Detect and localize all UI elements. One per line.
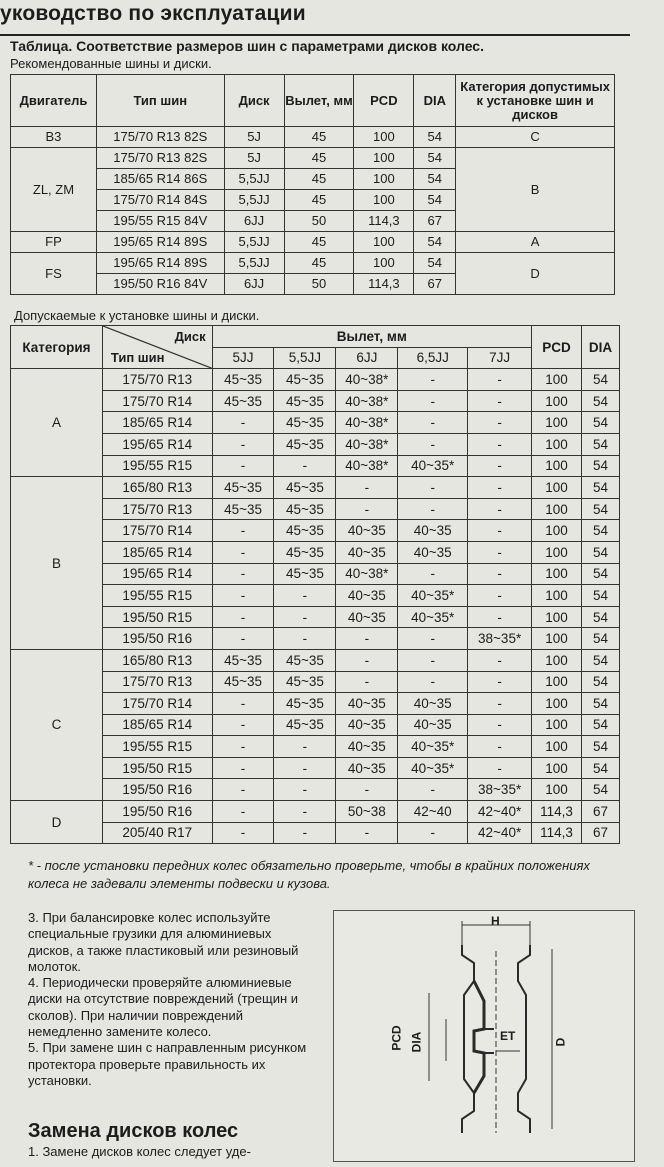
offset-value-cell: - bbox=[212, 693, 274, 715]
offset-value-cell: - bbox=[468, 455, 532, 477]
offset-value-cell: 40~35 bbox=[336, 606, 398, 628]
offset-value-cell: - bbox=[336, 822, 398, 844]
header-disk-size: 6JJ bbox=[336, 347, 398, 369]
header-pcd: PCD bbox=[532, 326, 582, 369]
pcd-cell: 100 bbox=[532, 628, 582, 650]
offset-value-cell: - bbox=[336, 779, 398, 801]
table-row bbox=[11, 757, 620, 779]
table-row bbox=[11, 779, 620, 801]
disk-cell: 5,5JJ bbox=[224, 169, 284, 190]
offset-value-cell: - bbox=[468, 563, 532, 585]
offset-value-cell: 40~35 bbox=[398, 693, 468, 715]
pcd-cell: 100 bbox=[532, 736, 582, 758]
table2-subtitle: Допускаемые к установке шины и диски. bbox=[14, 308, 260, 323]
offset-value-cell: - bbox=[212, 606, 274, 628]
table1-subtitle: Рекомендованные шины и диски. bbox=[10, 56, 212, 71]
table-row bbox=[11, 649, 620, 671]
tire-cell: 175/70 R14 bbox=[102, 520, 212, 542]
header-disk-size: 5,5JJ bbox=[274, 347, 336, 369]
offset-value-cell: 40~35 bbox=[398, 520, 468, 542]
offset-cell: 45 bbox=[284, 127, 354, 148]
pcd-cell: 100 bbox=[532, 390, 582, 412]
section-paragraph: 1. Замене дисков колес следует уде- bbox=[28, 1144, 251, 1159]
disk-cell: 5J bbox=[224, 148, 284, 169]
offset-value-cell: 45~35 bbox=[212, 671, 274, 693]
table-row bbox=[11, 585, 620, 607]
dia-cell: 54 bbox=[582, 606, 620, 628]
category-cell: A bbox=[11, 369, 103, 477]
tire-cell: 195/65 R14 89S bbox=[96, 253, 224, 274]
tire-cell: 165/80 R13 bbox=[102, 477, 212, 499]
offset-value-cell: - bbox=[212, 455, 274, 477]
note-item: 3. При балансировке колес используйте специальные грузики для алюминиевых дисков, а также пластиковый или резиновый молоток. bbox=[28, 910, 299, 974]
offset-value-cell: - bbox=[468, 541, 532, 563]
offset-value-cell: - bbox=[398, 649, 468, 671]
category-cell: D bbox=[456, 253, 615, 295]
engine-cell: FP bbox=[11, 232, 97, 253]
offset-value-cell: 45~35 bbox=[274, 390, 336, 412]
disk-cell: 5,5JJ bbox=[224, 190, 284, 211]
label-dia: DIA bbox=[409, 1031, 424, 1053]
note-item: 5. При замене шин с направленным рисунком протектора проверьте правильность их установки. bbox=[28, 1040, 307, 1088]
table-row bbox=[11, 148, 615, 169]
pcd-cell: 100 bbox=[354, 253, 414, 274]
pcd-cell: 100 bbox=[532, 455, 582, 477]
header-disk: Диск bbox=[174, 329, 206, 344]
pcd-cell: 100 bbox=[532, 757, 582, 779]
offset-value-cell: - bbox=[468, 412, 532, 434]
dia-cell: 54 bbox=[582, 520, 620, 542]
tire-cell: 175/70 R14 84S bbox=[96, 190, 224, 211]
offset-cell: 50 bbox=[284, 274, 354, 295]
offset-value-cell: - bbox=[212, 822, 274, 844]
tire-cell: 175/70 R14 bbox=[102, 390, 212, 412]
tire-cell: 195/55 R15 bbox=[102, 455, 212, 477]
pcd-cell: 100 bbox=[532, 671, 582, 693]
offset-value-cell: 40~38* bbox=[336, 369, 398, 391]
tire-cell: 195/55 R15 bbox=[102, 585, 212, 607]
offset-value-cell: - bbox=[336, 477, 398, 499]
tire-cell: 205/40 R17 bbox=[102, 822, 212, 844]
offset-value-cell: 40~35* bbox=[398, 736, 468, 758]
disk-cell: 5J bbox=[224, 127, 284, 148]
pcd-cell: 100 bbox=[532, 412, 582, 434]
header-tire: Тип шин bbox=[96, 75, 224, 127]
dia-cell: 54 bbox=[582, 369, 620, 391]
offset-value-cell: - bbox=[468, 736, 532, 758]
offset-value-cell: - bbox=[398, 433, 468, 455]
pcd-cell: 100 bbox=[532, 369, 582, 391]
offset-value-cell: 45~35 bbox=[274, 714, 336, 736]
dia-cell: 54 bbox=[582, 736, 620, 758]
disk-cell: 6JJ bbox=[224, 211, 284, 232]
offset-value-cell: - bbox=[212, 757, 274, 779]
table-row bbox=[11, 232, 615, 253]
offset-value-cell: 40~38* bbox=[336, 412, 398, 434]
header-category: Категория допустимых к установке шин и дисков bbox=[456, 75, 615, 127]
offset-value-cell: 45~35 bbox=[274, 477, 336, 499]
offset-value-cell: 40~38* bbox=[336, 455, 398, 477]
offset-value-cell: 45~35 bbox=[274, 498, 336, 520]
offset-value-cell: 45~35 bbox=[274, 693, 336, 715]
offset-value-cell: 45~35 bbox=[274, 520, 336, 542]
offset-value-cell: - bbox=[468, 520, 532, 542]
offset-value-cell: 40~35 bbox=[336, 714, 398, 736]
offset-value-cell: 40~35* bbox=[398, 606, 468, 628]
offset-value-cell: 45~35 bbox=[274, 649, 336, 671]
offset-value-cell: - bbox=[212, 433, 274, 455]
offset-value-cell: - bbox=[274, 822, 336, 844]
table-row bbox=[11, 477, 620, 499]
dia-cell: 54 bbox=[582, 693, 620, 715]
header-category: Категория bbox=[11, 326, 103, 369]
offset-value-cell: - bbox=[468, 477, 532, 499]
category-cell: B bbox=[11, 477, 103, 650]
header-disk-size: 7JJ bbox=[468, 347, 532, 369]
offset-cell: 45 bbox=[284, 169, 354, 190]
table-row bbox=[11, 693, 620, 715]
dia-cell: 54 bbox=[582, 390, 620, 412]
offset-value-cell: - bbox=[212, 736, 274, 758]
rim-cross-section-drawing bbox=[334, 911, 634, 1161]
table-row bbox=[11, 455, 620, 477]
disk-cell: 5,5JJ bbox=[224, 253, 284, 274]
header-offset: Вылет, мм bbox=[284, 75, 354, 127]
offset-value-cell: 42~40* bbox=[468, 801, 532, 823]
table-row bbox=[11, 563, 620, 585]
header-pcd: PCD bbox=[354, 75, 414, 127]
offset-value-cell: - bbox=[468, 606, 532, 628]
offset-value-cell: 45~35 bbox=[212, 498, 274, 520]
engine-cell: B3 bbox=[11, 127, 97, 148]
section-title: Замена дисков колес bbox=[28, 1120, 239, 1142]
tire-cell: 195/50 R16 bbox=[102, 779, 212, 801]
offset-value-cell: 45~35 bbox=[274, 369, 336, 391]
pcd-cell: 100 bbox=[354, 127, 414, 148]
pcd-cell: 100 bbox=[532, 693, 582, 715]
offset-value-cell: - bbox=[468, 671, 532, 693]
offset-value-cell: 40~35 bbox=[398, 541, 468, 563]
offset-value-cell: - bbox=[212, 520, 274, 542]
table-row bbox=[11, 628, 620, 650]
offset-cell: 50 bbox=[284, 211, 354, 232]
pcd-cell: 100 bbox=[532, 649, 582, 671]
dia-cell: 54 bbox=[414, 232, 456, 253]
offset-value-cell: - bbox=[468, 585, 532, 607]
wheel-rim-diagram bbox=[333, 910, 635, 1162]
table-row bbox=[11, 541, 620, 563]
table-row bbox=[11, 433, 620, 455]
pcd-cell: 100 bbox=[532, 563, 582, 585]
offset-value-cell: - bbox=[398, 563, 468, 585]
label-pcd: PCD bbox=[389, 1025, 404, 1051]
tire-cell: 195/50 R16 84V bbox=[96, 274, 224, 295]
tire-cell: 175/70 R14 bbox=[102, 693, 212, 715]
table-row bbox=[11, 390, 620, 412]
offset-cell: 45 bbox=[284, 148, 354, 169]
offset-value-cell: - bbox=[398, 369, 468, 391]
dia-cell: 54 bbox=[582, 541, 620, 563]
offset-value-cell: 45~35 bbox=[274, 412, 336, 434]
pcd-cell: 100 bbox=[354, 190, 414, 211]
offset-value-cell: 40~35 bbox=[336, 757, 398, 779]
offset-value-cell: 45~35 bbox=[274, 541, 336, 563]
tire-cell: 175/70 R13 bbox=[102, 498, 212, 520]
offset-value-cell: - bbox=[274, 455, 336, 477]
header-disk-size: 5JJ bbox=[212, 347, 274, 369]
dia-cell: 54 bbox=[582, 412, 620, 434]
tire-cell: 195/65 R14 bbox=[102, 563, 212, 585]
offset-value-cell: - bbox=[212, 585, 274, 607]
offset-value-cell: 45~35 bbox=[274, 433, 336, 455]
offset-value-cell: 40~35 bbox=[336, 693, 398, 715]
tire-cell: 195/65 R14 89S bbox=[96, 232, 224, 253]
dia-cell: 67 bbox=[414, 274, 456, 295]
tire-cell: 165/80 R13 bbox=[102, 649, 212, 671]
offset-value-cell: 40~35 bbox=[336, 736, 398, 758]
table2-header-row bbox=[11, 326, 620, 348]
engine-cell: ZL, ZM bbox=[11, 148, 97, 232]
offset-value-cell: - bbox=[212, 628, 274, 650]
offset-value-cell: - bbox=[398, 822, 468, 844]
offset-value-cell: - bbox=[274, 606, 336, 628]
engine-cell: FS bbox=[11, 253, 97, 295]
table-row bbox=[11, 714, 620, 736]
dia-cell: 54 bbox=[582, 757, 620, 779]
dia-cell: 54 bbox=[582, 433, 620, 455]
offset-value-cell: - bbox=[398, 498, 468, 520]
offset-value-cell: - bbox=[398, 390, 468, 412]
recommended-tires-table bbox=[10, 74, 615, 295]
table-row bbox=[11, 822, 620, 844]
header-tire: Тип шин bbox=[110, 350, 165, 366]
header-disk-size: 6,5JJ bbox=[398, 347, 468, 369]
offset-value-cell: 40~35* bbox=[398, 585, 468, 607]
pcd-cell: 114,3 bbox=[354, 274, 414, 295]
table-row bbox=[11, 671, 620, 693]
offset-value-cell: 40~35 bbox=[336, 541, 398, 563]
tire-cell: 185/65 R14 bbox=[102, 412, 212, 434]
offset-value-cell: 40~35* bbox=[398, 757, 468, 779]
label-et: ET bbox=[500, 1029, 516, 1043]
offset-value-cell: - bbox=[212, 714, 274, 736]
table-row bbox=[11, 736, 620, 758]
tire-cell: 185/65 R14 bbox=[102, 541, 212, 563]
offset-value-cell: 38~35* bbox=[468, 628, 532, 650]
tire-cell: 175/70 R13 bbox=[102, 369, 212, 391]
offset-value-cell: - bbox=[274, 585, 336, 607]
offset-value-cell: - bbox=[468, 649, 532, 671]
pcd-cell: 100 bbox=[532, 779, 582, 801]
label-d: D bbox=[553, 1037, 568, 1047]
offset-value-cell: 45~35 bbox=[274, 671, 336, 693]
pcd-cell: 100 bbox=[354, 169, 414, 190]
offset-value-cell: - bbox=[212, 801, 274, 823]
offset-value-cell: 40~38* bbox=[336, 390, 398, 412]
offset-value-cell: - bbox=[336, 671, 398, 693]
tire-cell: 195/55 R15 bbox=[102, 736, 212, 758]
offset-value-cell: 40~38* bbox=[336, 433, 398, 455]
offset-value-cell: 40~35 bbox=[398, 714, 468, 736]
dia-cell: 54 bbox=[582, 477, 620, 499]
offset-value-cell: - bbox=[336, 628, 398, 650]
pcd-cell: 100 bbox=[532, 433, 582, 455]
dia-cell: 54 bbox=[582, 714, 620, 736]
allowed-tires-table bbox=[10, 325, 620, 844]
offset-value-cell: - bbox=[398, 779, 468, 801]
offset-value-cell: 45~35 bbox=[212, 649, 274, 671]
tire-cell: 195/65 R14 bbox=[102, 433, 212, 455]
header-offset: Вылет, мм bbox=[212, 326, 531, 348]
offset-value-cell: 40~38* bbox=[336, 563, 398, 585]
offset-value-cell: - bbox=[212, 412, 274, 434]
offset-value-cell: - bbox=[468, 757, 532, 779]
dia-cell: 54 bbox=[414, 253, 456, 274]
tire-cell: 175/70 R13 82S bbox=[96, 148, 224, 169]
offset-cell: 45 bbox=[284, 232, 354, 253]
tire-cell: 185/65 R14 86S bbox=[96, 169, 224, 190]
offset-cell: 45 bbox=[284, 190, 354, 211]
offset-value-cell: - bbox=[468, 498, 532, 520]
offset-value-cell: 38~35* bbox=[468, 779, 532, 801]
dia-cell: 54 bbox=[582, 649, 620, 671]
offset-value-cell: - bbox=[212, 541, 274, 563]
page-header bbox=[0, 0, 630, 36]
offset-value-cell: 40~35 bbox=[336, 520, 398, 542]
table-row bbox=[11, 520, 620, 542]
offset-value-cell: - bbox=[468, 369, 532, 391]
offset-cell: 45 bbox=[284, 253, 354, 274]
offset-value-cell: 45~35 bbox=[212, 477, 274, 499]
table1-header-row bbox=[11, 75, 615, 127]
table-row bbox=[11, 412, 620, 434]
dia-cell: 54 bbox=[414, 148, 456, 169]
table-row bbox=[11, 127, 615, 148]
dia-cell: 67 bbox=[582, 822, 620, 844]
category-cell: D bbox=[11, 801, 103, 844]
header-dia: DIA bbox=[414, 75, 456, 127]
offset-value-cell: - bbox=[398, 671, 468, 693]
dia-cell: 54 bbox=[582, 628, 620, 650]
tire-cell: 195/55 R15 84V bbox=[96, 211, 224, 232]
offset-value-cell: 45~35 bbox=[274, 563, 336, 585]
dia-cell: 54 bbox=[582, 779, 620, 801]
page-title: уководство по эксплуатации bbox=[0, 2, 306, 25]
header-disk-tire-diagonal bbox=[102, 326, 212, 369]
dia-cell: 54 bbox=[582, 563, 620, 585]
table-row bbox=[11, 498, 620, 520]
tire-cell: 185/65 R14 bbox=[102, 714, 212, 736]
note-item: 4. Периодически проверяйте алюминиевые диски на отсутствие повреждений (трещин и сколов). При наличии повреждений немедленно замените колесо. bbox=[28, 975, 299, 1040]
pcd-cell: 100 bbox=[532, 606, 582, 628]
disk-cell: 6JJ bbox=[224, 274, 284, 295]
dia-cell: 54 bbox=[414, 127, 456, 148]
offset-value-cell: - bbox=[398, 477, 468, 499]
pcd-cell: 114,3 bbox=[532, 801, 582, 823]
offset-value-cell: - bbox=[468, 433, 532, 455]
dia-cell: 54 bbox=[582, 455, 620, 477]
table-row bbox=[11, 606, 620, 628]
tire-cell: 195/50 R16 bbox=[102, 628, 212, 650]
offset-value-cell: 45~35 bbox=[212, 369, 274, 391]
tire-cell: 195/50 R15 bbox=[102, 606, 212, 628]
category-cell: C bbox=[456, 127, 615, 148]
tire-cell: 195/50 R15 bbox=[102, 757, 212, 779]
pcd-cell: 100 bbox=[532, 714, 582, 736]
offset-value-cell: - bbox=[398, 628, 468, 650]
offset-value-cell: 40~35* bbox=[398, 455, 468, 477]
offset-value-cell: - bbox=[274, 736, 336, 758]
offset-value-cell: 45~35 bbox=[212, 390, 274, 412]
offset-value-cell: 42~40* bbox=[468, 822, 532, 844]
tire-cell: 195/50 R16 bbox=[102, 801, 212, 823]
table1-caption: Таблица. Соответствие размеров шин с параметрами дисков колес. bbox=[10, 38, 484, 54]
offset-value-cell: 40~35 bbox=[336, 585, 398, 607]
offset-value-cell: - bbox=[468, 714, 532, 736]
category-cell: A bbox=[456, 232, 615, 253]
tire-cell: 175/70 R13 bbox=[102, 671, 212, 693]
dia-cell: 54 bbox=[582, 671, 620, 693]
pcd-cell: 100 bbox=[354, 232, 414, 253]
pcd-cell: 100 bbox=[354, 148, 414, 169]
dia-cell: 54 bbox=[582, 498, 620, 520]
offset-value-cell: - bbox=[212, 563, 274, 585]
pcd-cell: 114,3 bbox=[532, 822, 582, 844]
dia-cell: 54 bbox=[414, 169, 456, 190]
offset-value-cell: - bbox=[468, 390, 532, 412]
dia-cell: 67 bbox=[414, 211, 456, 232]
label-h: H bbox=[491, 914, 500, 928]
pcd-cell: 100 bbox=[532, 520, 582, 542]
table-row bbox=[11, 253, 615, 274]
dia-cell: 54 bbox=[582, 585, 620, 607]
pcd-cell: 100 bbox=[532, 585, 582, 607]
pcd-cell: 100 bbox=[532, 541, 582, 563]
pcd-cell: 100 bbox=[532, 477, 582, 499]
header-engine: Двигатель bbox=[11, 75, 97, 127]
disk-cell: 5,5JJ bbox=[224, 232, 284, 253]
table-row bbox=[11, 369, 620, 391]
table-row bbox=[11, 801, 620, 823]
pcd-cell: 100 bbox=[532, 498, 582, 520]
offset-value-cell: - bbox=[274, 757, 336, 779]
offset-value-cell: 42~40 bbox=[398, 801, 468, 823]
header-disk: Диск bbox=[224, 75, 284, 127]
dia-cell: 67 bbox=[582, 801, 620, 823]
offset-value-cell: - bbox=[212, 779, 274, 801]
header-dia: DIA bbox=[582, 326, 620, 369]
offset-value-cell: - bbox=[468, 693, 532, 715]
category-cell: C bbox=[11, 649, 103, 800]
footnote: * - после установки передних колес обязательно проверьте, чтобы в крайних положениях колеса не задевали элементы подвески и кузова. bbox=[28, 858, 590, 891]
offset-value-cell: 50~38 bbox=[336, 801, 398, 823]
offset-value-cell: - bbox=[336, 498, 398, 520]
offset-value-cell: - bbox=[336, 649, 398, 671]
notes-list bbox=[28, 910, 318, 1089]
pcd-cell: 114,3 bbox=[354, 211, 414, 232]
offset-value-cell: - bbox=[398, 412, 468, 434]
offset-value-cell: - bbox=[274, 779, 336, 801]
tire-cell: 175/70 R13 82S bbox=[96, 127, 224, 148]
offset-value-cell: - bbox=[274, 628, 336, 650]
offset-value-cell: - bbox=[274, 801, 336, 823]
dia-cell: 54 bbox=[414, 190, 456, 211]
category-cell: B bbox=[456, 148, 615, 232]
